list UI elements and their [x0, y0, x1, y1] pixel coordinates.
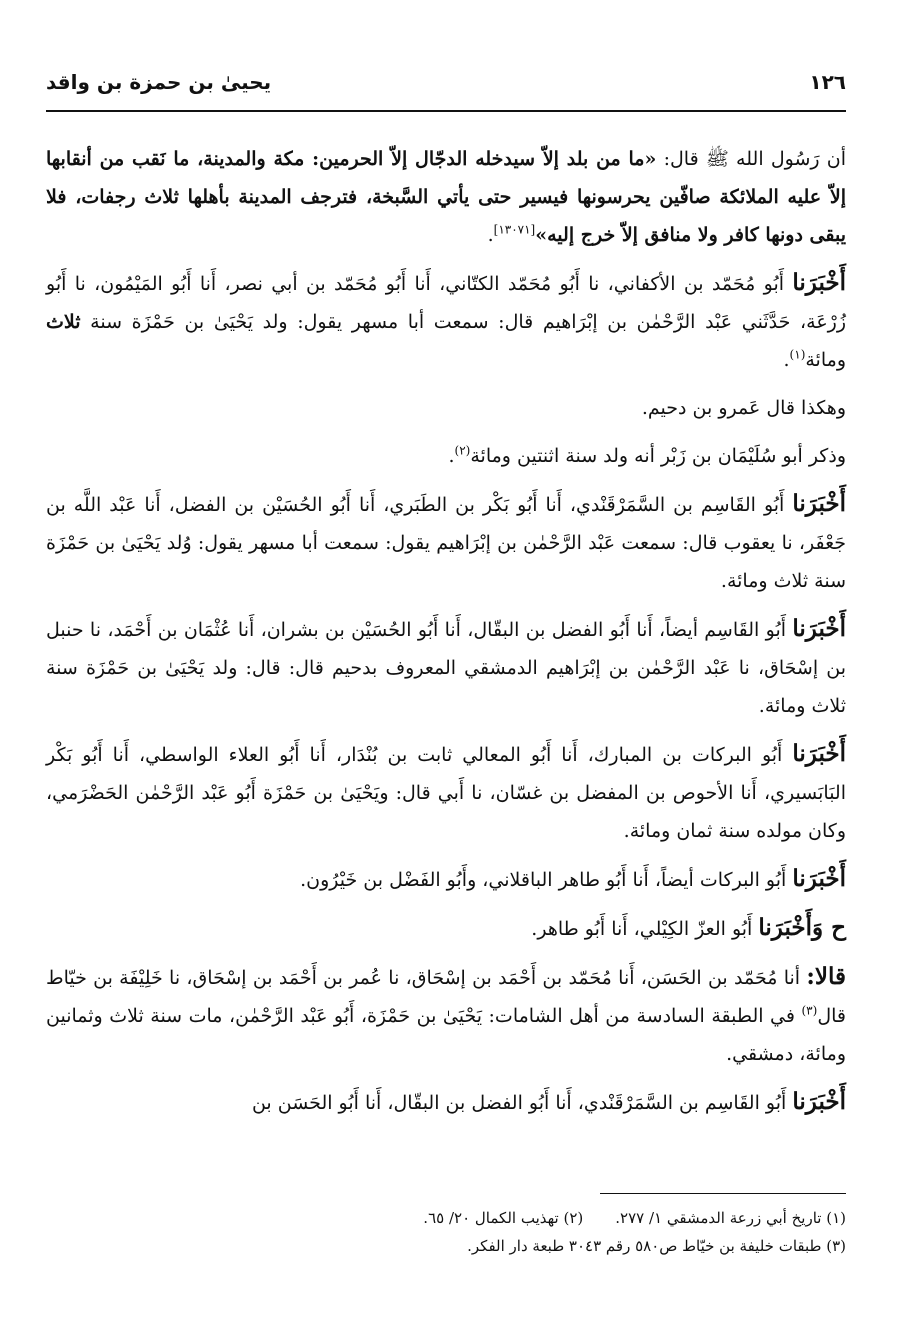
- paragraph-text-2: في الطبقة السادسة من أهل الشامات: يَحْيَىٰ بن حَمْزَة، أَبُو عَبْد الرَّحْمٰن، مات سنة ثلاث وثمانين ومائة، دمشقي.: [46, 1005, 846, 1065]
- paragraph-2: [46, 264, 846, 379]
- paragraph-11: [46, 1083, 846, 1122]
- akhbarana-lead: أَخْبَرَنا: [792, 269, 846, 296]
- running-title: يحيىٰ بن حمزة بن واقد: [46, 70, 272, 94]
- paragraph-4: [46, 437, 846, 475]
- footnote-marker-1: (١): [789, 347, 806, 362]
- paragraph-text-end: ومائة: [805, 349, 846, 371]
- emphasis: ثلاث: [46, 311, 81, 333]
- footnote-marker-3: (٣): [801, 1003, 818, 1018]
- paragraph-text: أَبُو القَاسِم أيضاً، أَنا أَبُو الفضل بن البقّال، أَنا أَبُو الحُسَيْن بن بشران، أَنا عُثْمَان بن أَحْمَد، نا حنبل بن إسْحَاق، نا عَبْد الرَّحْمٰن بن إبْرَاهيم الدمشقي المعروف بدحيم قال: قال: ولد يَحْيَىٰ بن حَمْزَة سنة ثلاث ومائة.: [46, 619, 846, 717]
- footnote-row: [46, 1204, 846, 1232]
- paragraph-tail: .: [783, 349, 790, 371]
- paragraph-text: أَبُو مُحَمّد بن الأكفاني، نا أَبُو مُحَمّد الكتّاني، أَنا أَبُو مُحَمّد بن أبي نصر، أَنا أَبُو المَيْمُون، نا أَبُو زُرْعَة، حَدَّثَني عَبْد الرَّحْمٰن بن إبْرَاهيم قال: سمعت أبا مسهر يقول: ولد يَحْيَىٰ بن حَمْزَة سنة: [46, 273, 846, 333]
- page-number: ١٢٦: [809, 70, 846, 94]
- footnote-1: (١) تاريخ أبي زرعة الدمشقي ١/ ٢٧٧.: [615, 1209, 846, 1227]
- footnote-2: (٢) تهذيب الكمال ٢٠/ ٦٥.: [423, 1209, 584, 1227]
- akhbarana-lead: أَخْبَرَنا: [792, 1088, 846, 1115]
- paragraph-9: [46, 909, 846, 948]
- akhbarana-lead: أَخْبَرَنا: [792, 740, 846, 767]
- footnote-3: (٣) طبقات خليفة بن خيّاط ص٥٨٠ رقم ٣٠٤٣ طبعة دار الفكر.: [467, 1237, 846, 1255]
- paragraph-text: أَبُو القَاسِم بن السَّمَرْقَنْدي، أَنا أَبُو الفضل بن البقّال، أَنا أَبُو الحَسَن بن: [251, 1092, 793, 1114]
- footnote-rule: [600, 1193, 846, 1194]
- qala-lead: قالا:: [806, 963, 846, 990]
- paragraph-text: أَبُو البركات بن المبارك، أَنا أَبُو المعالي ثابت بن بُنْدَار، أَنا أَبُو العلاء الواسطي، أَنا أَبُو بَكْر البَابَسيري، أَنا الأحوص بن المفضل بن غسّان، نا أَبي قال: ويَحْيَىٰ بن حَمْزَة أَبُو عَبْد الرَّحْمٰن الحَضْرَمي، وكان مولده سنة ثمان ومائة.: [46, 744, 846, 842]
- main-text: [46, 140, 846, 1132]
- page-header: [46, 70, 846, 94]
- footnote-marker-2: (٢): [454, 443, 471, 458]
- akhbarana-lead: أَخْبَرَنا: [792, 865, 846, 892]
- header-rule: [46, 110, 846, 112]
- paragraph-text: أَبُو القَاسِم بن السَّمَرْقَنْدي، أَنا أَبُو بَكْر بن الطَبَري، أَنا أَبُو الحُسَيْن بن الفضل، أَنا عَبْد اللَّه بن جَعْفَر، نا يعقوب قال: سمعت عَبْد الرَّحْمٰن بن إبْرَاهيم يقول: سمعت أبا مسهر يقول: وُلد يَحْيَىٰ بن حَمْزَة سنة ثلاث ومائة.: [46, 494, 846, 592]
- paragraph-8: [46, 860, 846, 899]
- paragraph-text: أَبُو العزّ الكِيْلي، أَنا أَبُو طاهر.: [531, 918, 759, 940]
- paragraph-1: أن رَسُول الله ﷺ قال: «ما من بلد إلاّ سيدخله الدجّال إلاّ الحرمين: مكة والمدينة، ما نَقب من أنقابها إلاّ عليه الملائكة صافّين يحرسونها فيسير حتى يأتي السَّبخة، فترجف المدينة بأهلها ثلاث رجفات، فلا يبقى دونها كافر ولا منافق إلاّ خرج إليه»[١٣٠٧١].: [46, 148, 846, 246]
- hadith-ref: [١٣٠٧١]: [493, 222, 536, 237]
- paragraph-text: أنا مُحَمّد بن الحَسَن، أَنا مُحَمّد بن أَحْمَد بن إسْحَاق، نا عُمر بن أَحْمَد بن إسْحَاق، نا خَلِيْفَة بن خيّاط قال: [46, 967, 846, 1027]
- akhbarana-lead: ح وَأَخْبَرَنا: [758, 914, 846, 941]
- akhbarana-lead: أَخْبَرَنا: [792, 615, 846, 642]
- paragraph-3: وهكذا قال عَمرو بن دحيم.: [641, 397, 846, 419]
- paragraph-text: أَبُو البركات أيضاً، أَنا أَبُو طاهر الباقلاني، وأَبُو الفَضْل بن خَيْرُون.: [300, 869, 793, 891]
- paragraph-7: [46, 735, 846, 850]
- paragraph-text: وذكر أبو سُلَيْمَان بن زَبْر أنه ولد سنة اثنتين ومائة: [470, 445, 846, 467]
- paragraph-tail: .: [448, 445, 455, 467]
- paragraph-10: [46, 958, 846, 1073]
- hadith-text: «ما من بلد إلاّ سيدخله الدجّال إلاّ الحرمين: مكة والمدينة، ما نَقب من أنقابها إلاّ عليه الملائكة صافّين يحرسونها فيسير حتى يأتي السَّبخة، فترجف المدينة بأهلها ثلاث رجفات، فلا يبقى دونها كافر ولا منافق إلاّ خرج إليه»: [46, 148, 846, 246]
- hadith-intro: أن رَسُول الله ﷺ قال:: [656, 148, 846, 170]
- footnotes: [46, 1204, 846, 1260]
- paragraph-5: [46, 485, 846, 600]
- paragraph-6: [46, 610, 846, 725]
- akhbarana-lead: أَخْبَرَنا: [792, 490, 846, 517]
